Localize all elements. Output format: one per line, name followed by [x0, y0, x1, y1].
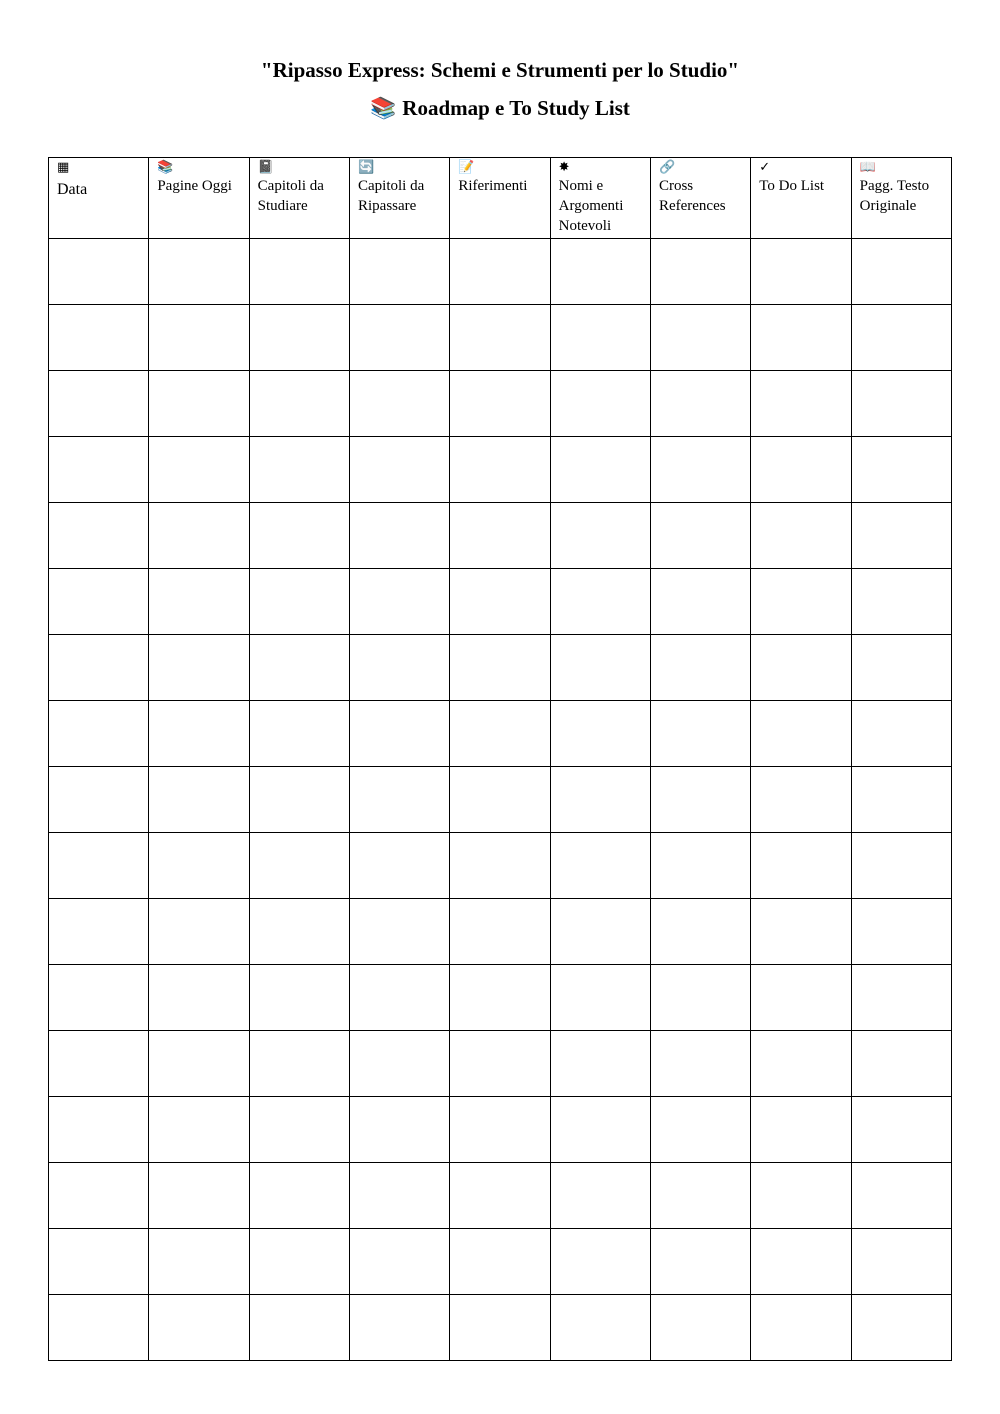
study-table [48, 157, 952, 1361]
table-cell[interactable] [751, 701, 851, 767]
column-header-label: Capitoli da Ripassare [357, 178, 425, 214]
table-cell[interactable] [550, 899, 650, 965]
table-cell[interactable] [149, 1229, 249, 1295]
table-cell[interactable] [149, 1031, 249, 1097]
table-row [49, 305, 952, 371]
table-cell[interactable] [550, 965, 650, 1031]
table-cell[interactable] [49, 1229, 149, 1295]
table-cell[interactable] [851, 965, 951, 1031]
table-cell[interactable] [249, 635, 349, 701]
table-cell[interactable] [851, 1097, 951, 1163]
table-cell[interactable] [149, 899, 249, 965]
column-header-label: Cross References [658, 178, 726, 214]
table-cell[interactable] [550, 833, 650, 899]
table-cell[interactable] [349, 965, 449, 1031]
table-cell[interactable] [650, 1295, 750, 1361]
table-cell[interactable] [851, 437, 951, 503]
table-cell[interactable] [249, 371, 349, 437]
table-cell[interactable] [450, 1031, 550, 1097]
table-body [49, 239, 952, 1361]
table-cell[interactable] [751, 899, 851, 965]
table-cell[interactable] [249, 701, 349, 767]
document-title: "Ripasso Express: Schemi e Strumenti per lo Studio" [260, 58, 740, 82]
table-cell[interactable] [149, 965, 249, 1031]
table-cell[interactable] [249, 1097, 349, 1163]
table-cell[interactable] [149, 371, 249, 437]
table-cell[interactable] [349, 1031, 449, 1097]
table-cell[interactable] [249, 305, 349, 371]
table-cell[interactable] [450, 239, 550, 305]
memo-icon: 📝 [458, 160, 475, 175]
table-cell[interactable] [550, 239, 650, 305]
document-subtitle [0, 95, 1000, 121]
table-cell[interactable] [249, 965, 349, 1031]
table-row [49, 1229, 952, 1295]
column-header-nomi-e-argomenti-notevoli [550, 158, 650, 239]
table-cell[interactable] [249, 1163, 349, 1229]
table-cell[interactable] [349, 1163, 449, 1229]
table-cell[interactable] [550, 635, 650, 701]
table-cell[interactable] [149, 305, 249, 371]
notebook-icon: 📓 [257, 160, 274, 175]
table-cell[interactable] [751, 1031, 851, 1097]
table-cell[interactable] [650, 569, 750, 635]
table-cell[interactable] [49, 569, 149, 635]
table-cell[interactable] [349, 503, 449, 569]
table-cell[interactable] [49, 767, 149, 833]
table-cell[interactable] [49, 701, 149, 767]
table-cell[interactable] [149, 437, 249, 503]
table-cell[interactable] [450, 833, 550, 899]
table-cell[interactable] [149, 1295, 249, 1361]
document-subtitle-text: Roadmap e To Study List [402, 96, 630, 120]
table-cell[interactable] [550, 305, 650, 371]
table-cell[interactable] [249, 1031, 349, 1097]
table-row [49, 437, 952, 503]
link-icon: 🔗 [658, 160, 676, 175]
table-cell[interactable] [349, 1295, 449, 1361]
table-cell[interactable] [550, 371, 650, 437]
table-cell[interactable] [450, 899, 550, 965]
table-cell[interactable] [49, 1097, 149, 1163]
table-cell[interactable] [550, 1097, 650, 1163]
table-cell[interactable] [650, 371, 750, 437]
table-cell[interactable] [349, 1229, 449, 1295]
table-cell[interactable] [349, 899, 449, 965]
table-cell[interactable] [650, 1097, 750, 1163]
table-cell[interactable] [349, 305, 449, 371]
table-row [49, 767, 952, 833]
table-cell[interactable] [751, 371, 851, 437]
table-cell[interactable] [650, 899, 750, 965]
table-cell[interactable] [650, 635, 750, 701]
table-cell[interactable] [851, 767, 951, 833]
table-cell[interactable] [751, 239, 851, 305]
books-icon: 📚 [157, 160, 174, 175]
table-cell[interactable] [249, 899, 349, 965]
table-cell[interactable] [149, 239, 249, 305]
table-cell[interactable] [49, 833, 149, 899]
table-cell[interactable] [751, 965, 851, 1031]
table-cell[interactable] [650, 1229, 750, 1295]
table-cell[interactable] [149, 635, 249, 701]
table-cell[interactable] [550, 1031, 650, 1097]
table-row [49, 899, 952, 965]
table-cell[interactable] [751, 569, 851, 635]
calendar-icon: ▦ [57, 160, 70, 175]
table-cell[interactable] [650, 833, 750, 899]
table-cell[interactable] [149, 1163, 249, 1229]
table-cell[interactable] [450, 635, 550, 701]
table-cell[interactable] [550, 569, 650, 635]
table-cell[interactable] [650, 1031, 750, 1097]
table-cell[interactable] [851, 305, 951, 371]
table-cell[interactable] [249, 833, 349, 899]
table-cell[interactable] [851, 1229, 951, 1295]
table-cell[interactable] [249, 239, 349, 305]
table-cell[interactable] [349, 701, 449, 767]
table-row [49, 569, 952, 635]
table-row [49, 239, 952, 305]
table-row [49, 1097, 952, 1163]
table-row [49, 503, 952, 569]
table-row [49, 371, 952, 437]
table-cell[interactable] [149, 503, 249, 569]
table-cell[interactable] [349, 371, 449, 437]
table-cell[interactable] [450, 1229, 550, 1295]
table-cell[interactable] [550, 1295, 650, 1361]
table-cell[interactable] [349, 1097, 449, 1163]
checkmark-icon: ✓ [759, 160, 771, 175]
table-cell[interactable] [450, 371, 550, 437]
table-cell[interactable] [450, 965, 550, 1031]
table-cell[interactable] [49, 305, 149, 371]
open-book-icon: 📖 [859, 160, 876, 175]
table-cell[interactable] [851, 701, 951, 767]
column-header-to-do-list [751, 158, 851, 239]
column-header-pagg-testo-originale [851, 158, 951, 239]
table-row [49, 965, 952, 1031]
table-cell[interactable] [450, 701, 550, 767]
column-header-label: Data [57, 181, 88, 198]
refresh-icon: 🔄 [357, 160, 375, 175]
table-row [49, 1295, 952, 1361]
table-cell[interactable] [49, 1295, 149, 1361]
column-header-label: Nomi e Argomenti Notevoli [558, 178, 624, 234]
column-header-capitoli-da-ripassare [349, 158, 449, 239]
table-cell[interactable] [49, 371, 149, 437]
table-cell[interactable] [650, 965, 750, 1031]
table-cell[interactable] [851, 371, 951, 437]
table-cell[interactable] [751, 1097, 851, 1163]
table-cell[interactable] [249, 437, 349, 503]
table-cell[interactable] [851, 899, 951, 965]
header-row [49, 158, 952, 239]
table-cell[interactable] [349, 239, 449, 305]
table-cell[interactable] [650, 503, 750, 569]
column-header-label: Pagg. Testo Originale [859, 178, 930, 214]
table-cell[interactable] [851, 833, 951, 899]
table-cell[interactable] [49, 437, 149, 503]
table-cell[interactable] [650, 305, 750, 371]
table-cell[interactable] [650, 701, 750, 767]
table-cell[interactable] [851, 1295, 951, 1361]
table-cell[interactable] [249, 1229, 349, 1295]
books-icon: 📚 [370, 96, 397, 120]
table-cell[interactable] [650, 1163, 750, 1229]
table-row [49, 1031, 952, 1097]
table-cell[interactable] [249, 1295, 349, 1361]
table-row [49, 833, 952, 899]
table-cell[interactable] [550, 503, 650, 569]
column-header-label: Pagine Oggi [157, 178, 232, 194]
table-cell[interactable] [550, 1229, 650, 1295]
table-cell[interactable] [450, 1097, 550, 1163]
column-header-capitoli-da-studiare [249, 158, 349, 239]
table-cell[interactable] [450, 437, 550, 503]
table-row [49, 701, 952, 767]
table-cell[interactable] [550, 767, 650, 833]
table-cell[interactable] [149, 833, 249, 899]
table-cell[interactable] [450, 767, 550, 833]
table-cell[interactable] [650, 437, 750, 503]
table-row [49, 635, 952, 701]
table-cell[interactable] [349, 767, 449, 833]
table-cell[interactable] [450, 503, 550, 569]
column-header-label: Riferimenti [458, 178, 528, 194]
table-cell[interactable] [751, 305, 851, 371]
table-cell[interactable] [349, 437, 449, 503]
column-header-pagine-oggi [149, 158, 249, 239]
table-cell[interactable] [550, 1163, 650, 1229]
table-cell[interactable] [149, 767, 249, 833]
table-cell[interactable] [851, 635, 951, 701]
table-cell[interactable] [851, 569, 951, 635]
table-cell[interactable] [550, 437, 650, 503]
table-cell[interactable] [751, 1229, 851, 1295]
table-cell[interactable] [450, 305, 550, 371]
table-cell[interactable] [751, 635, 851, 701]
table-cell[interactable] [49, 1163, 149, 1229]
table-cell[interactable] [851, 1031, 951, 1097]
table-cell[interactable] [249, 767, 349, 833]
table-cell[interactable] [851, 239, 951, 305]
column-header-riferimenti [450, 158, 550, 239]
column-header-cross-references [650, 158, 750, 239]
star-icon: ✸ [558, 160, 570, 175]
table-cell[interactable] [149, 701, 249, 767]
table-row [49, 1163, 952, 1229]
column-header-label: Capitoli da Studiare [257, 178, 324, 214]
table-cell[interactable] [751, 1295, 851, 1361]
table-cell[interactable] [450, 569, 550, 635]
table-cell[interactable] [751, 767, 851, 833]
table-cell[interactable] [851, 503, 951, 569]
table-cell[interactable] [49, 635, 149, 701]
table-cell[interactable] [249, 569, 349, 635]
table-cell[interactable] [49, 1031, 149, 1097]
table-cell[interactable] [349, 569, 449, 635]
table-cell[interactable] [751, 1163, 851, 1229]
table-cell[interactable] [49, 899, 149, 965]
table-cell[interactable] [450, 1163, 550, 1229]
column-header-data [49, 158, 149, 239]
table-cell[interactable] [349, 635, 449, 701]
table-cell[interactable] [349, 833, 449, 899]
table-cell[interactable] [49, 503, 149, 569]
table-cell[interactable] [751, 503, 851, 569]
table-cell[interactable] [751, 437, 851, 503]
table-cell[interactable] [49, 965, 149, 1031]
column-header-label: To Do List [759, 178, 825, 194]
table-cell[interactable] [149, 1097, 249, 1163]
table-cell[interactable] [450, 1295, 550, 1361]
table-cell[interactable] [650, 239, 750, 305]
table-cell[interactable] [650, 767, 750, 833]
table-cell[interactable] [751, 833, 851, 899]
table-cell[interactable] [149, 569, 249, 635]
table-cell[interactable] [851, 1163, 951, 1229]
table-cell[interactable] [49, 239, 149, 305]
table-cell[interactable] [550, 701, 650, 767]
table-cell[interactable] [249, 503, 349, 569]
